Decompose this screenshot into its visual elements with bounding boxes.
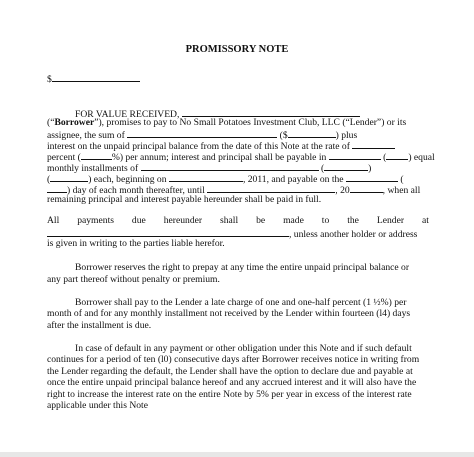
blank-lender-address	[47, 227, 289, 237]
word: made	[283, 215, 304, 226]
blank-installments-words	[329, 150, 381, 160]
p1-line-9: remaining principal and interest payable hereunder shall be paid in full.	[47, 194, 322, 205]
plus-text: ) plus	[335, 130, 358, 141]
document-title: PROMISSORY NOTE	[185, 44, 289, 55]
paren-open-4: (	[400, 174, 404, 185]
word: payments	[77, 215, 114, 226]
p4-line-1: Borrower shall pay to the Lender a late charge of one and one-half percent (1 ½%) per	[75, 297, 407, 308]
p5-line-2: continues for a period of ten (l0) consecutive days after Borrower receives notice in writing from	[47, 354, 420, 365]
blank-end-year	[350, 183, 383, 193]
amount-line	[47, 72, 140, 86]
p5-line-5: right to increase the interest rate on the entire Note by 5% per year in excess of the interest rate	[47, 389, 412, 400]
blank-borrower-name	[182, 107, 360, 117]
page-bottom-edge	[0, 452, 474, 457]
word: the	[347, 215, 359, 226]
p5-line-4: once the entire unpaid principal balance hereof and any accrued interest and it will also have the	[47, 377, 417, 388]
dollar-sign: $	[47, 74, 52, 85]
blank-installment-figure	[324, 161, 368, 171]
word: to	[321, 215, 330, 226]
paren-close-2: )	[368, 163, 372, 174]
word: be	[256, 215, 266, 226]
p3-line-1: Borrower reserves the right to prepay at any time the entire unpaid principal balance or	[75, 262, 410, 273]
quote-open: (“	[47, 117, 55, 128]
blank-installments-figure	[386, 150, 408, 160]
word: All	[47, 215, 60, 226]
paren-open-2: (	[320, 163, 325, 174]
thereafter-text: ) day of each month thereafter, until	[67, 185, 205, 196]
paren-open-3: (	[47, 174, 51, 185]
monthly-installments-text: monthly installments of	[47, 163, 139, 174]
sum-text: assignee, the sum of	[47, 130, 125, 141]
word: shall	[220, 215, 239, 226]
blank-day-words	[346, 172, 398, 182]
century-text: , 20	[335, 185, 350, 196]
promise-text: ”), promises to pay to No Small Potatoes Investment Club, LLC (“Lender”) or its	[94, 117, 407, 128]
word: due	[131, 215, 146, 226]
blank-day-figure	[47, 183, 67, 193]
when-all-text: , when all	[382, 185, 421, 196]
borrower-term: Borrower	[54, 117, 95, 128]
percent-text: percent (	[47, 152, 81, 163]
blank-installment-amount	[141, 161, 319, 171]
blank-sum-figure	[288, 128, 336, 138]
equal-text: ) equal	[408, 152, 435, 163]
p4-line-3: after the installment is due.	[47, 320, 152, 331]
blank-rate-figure	[81, 150, 112, 160]
blank-installment-figure-2	[50, 172, 88, 182]
paren-open-1: (	[383, 152, 387, 163]
p4-line-2: month of and for any monthly installment not received by the Lender within fourteen (l4) days	[47, 308, 411, 319]
p5-line-6: applicable under this Note	[47, 400, 148, 411]
per-annum-text: %) per annum; interest and principal shall be payable in	[111, 152, 327, 163]
blank-end-date	[207, 183, 335, 193]
interest-text: interest on the unpaid principal balance from the date of this Note at the rate of	[47, 141, 350, 152]
p3-line-2: any part thereof without penalty or premium.	[47, 274, 220, 285]
beginning-on-text: ) each, beginning on	[88, 174, 167, 185]
p5-line-1: In case of default in any payment or other obligation under this Note and if such default	[75, 343, 412, 354]
word: hereunder	[163, 215, 203, 226]
holder-text: , unless another holder or address	[289, 229, 418, 240]
blank-rate-words	[352, 139, 395, 149]
year-text: , 2011, and payable on the	[242, 174, 344, 185]
for-value-received-text: FOR VALUE RECEIVED,	[75, 109, 180, 120]
paren-dollar: ($	[279, 130, 288, 141]
blank-start-date	[169, 172, 243, 182]
p2-line-3: is given in writing to the parties liable herefor.	[47, 238, 225, 249]
blank-sum-words	[127, 128, 277, 138]
word: at	[421, 215, 429, 226]
word: Lender	[376, 215, 405, 226]
p2-line-1	[47, 215, 429, 227]
p5-line-3: the Lender regarding the default, the Lender shall have the option to declare due and payable at	[47, 366, 413, 377]
amount-blank	[52, 72, 140, 82]
